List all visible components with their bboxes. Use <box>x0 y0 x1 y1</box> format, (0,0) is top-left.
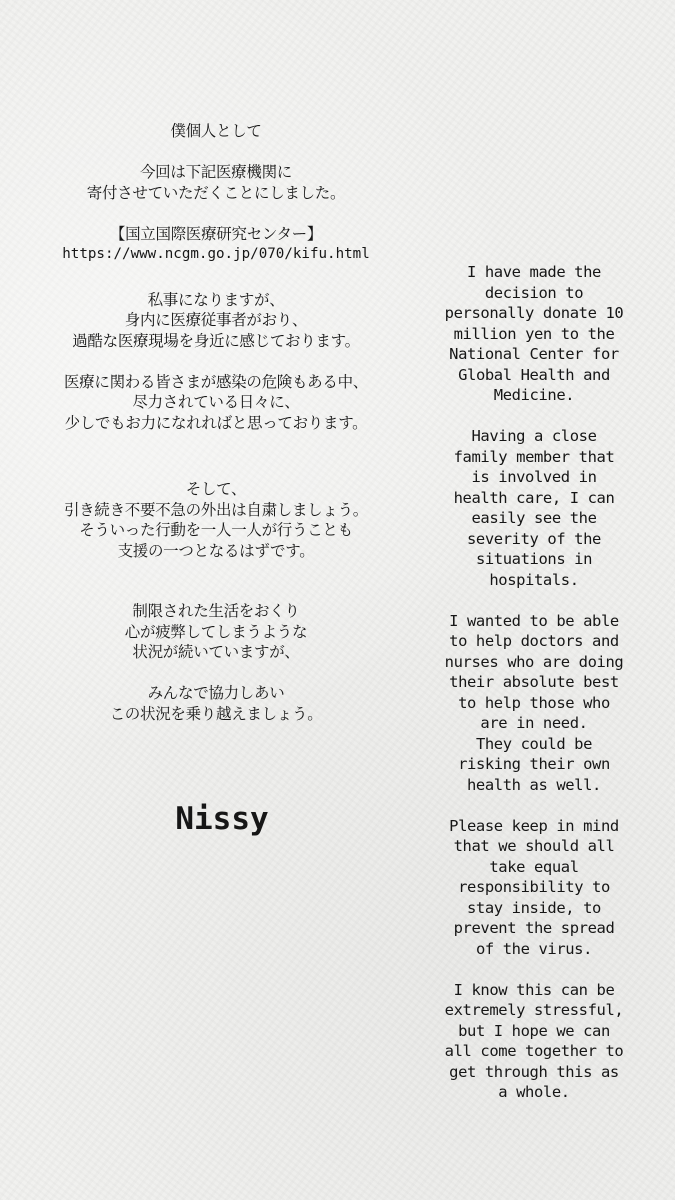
donation-line: 今回は下記医療機関に <box>139 163 292 181</box>
english-line: They could be <box>475 734 593 753</box>
english-line: I have made the <box>467 263 601 281</box>
english-line: Global Health and <box>458 365 610 384</box>
english-line: situations in <box>475 550 593 568</box>
english-line: their absolute best <box>449 673 619 691</box>
english-paragraph <box>408 980 660 1103</box>
family-block <box>0 290 432 352</box>
english-line: all come together to <box>444 1042 624 1060</box>
hardship-line: 状況が続いていますが、 <box>132 643 300 661</box>
english-paragraph <box>408 262 660 406</box>
english-line: to help doctors and <box>449 632 619 650</box>
english-line: million yen to the <box>453 324 615 343</box>
english-line: prevent the spread <box>453 919 615 937</box>
request-line: 支援の一つとなるはずです。 <box>117 541 315 560</box>
organization-block <box>0 224 432 265</box>
english-line: but I hope we can <box>458 1021 610 1040</box>
donation-block <box>0 162 432 203</box>
hardship-line: 心が疲弊してしまうような <box>124 622 308 641</box>
greeting-block <box>0 121 432 142</box>
request-block <box>0 479 432 561</box>
greeting-line: 僕個人として <box>170 122 262 140</box>
english-paragraph <box>408 611 660 796</box>
english-message <box>408 262 660 1123</box>
english-line: risking their own <box>458 755 610 773</box>
english-line: Medicine. <box>493 386 575 404</box>
support-line: 尽力されている日々に、 <box>132 393 300 411</box>
english-line: get through this as <box>449 1062 619 1081</box>
request-line: そういった行動を一人一人が行うことも <box>79 521 353 539</box>
english-line: severity of the <box>467 529 601 548</box>
donation-url: https://www.ncgm.go.jp/070/kifu.html <box>62 246 370 262</box>
english-line: Having a close <box>471 427 597 445</box>
support-block <box>0 372 432 434</box>
english-line: easily see the <box>471 509 597 527</box>
english-line: extremely stressful, <box>444 1001 624 1019</box>
donation-line: 寄付させていただくことにしました。 <box>86 183 346 202</box>
english-line: National Center for <box>449 345 619 363</box>
english-line: stay inside, to <box>467 898 601 917</box>
english-line: responsibility to <box>458 878 610 896</box>
signature: Nissy <box>175 801 269 837</box>
support-line: 少しでもお力になれればと思っております。 <box>64 413 368 432</box>
english-line: health as well. <box>467 775 601 794</box>
hardship-line: 制限された生活をおくり <box>132 602 300 620</box>
family-line: 身内に医療従事者がおり、 <box>124 311 308 329</box>
english-line: a whole. <box>498 1083 570 1101</box>
family-line: 過酷な医療現場を身近に感じております。 <box>72 331 360 350</box>
closing-line: この状況を乗り越えましょう。 <box>109 704 323 723</box>
english-paragraph <box>408 426 660 590</box>
english-line: I wanted to be able <box>449 611 619 630</box>
english-line: nurses who are doing <box>444 652 624 671</box>
request-line: そして、 <box>185 480 247 498</box>
english-line: family member that <box>453 447 615 466</box>
english-line: health care, I can <box>453 488 615 507</box>
organization-name: 【国立国際医療研究センター】 <box>109 224 323 243</box>
english-line: hospitals. <box>489 570 579 589</box>
english-line: I know this can be <box>453 980 615 999</box>
family-line: 私事になりますが、 <box>147 290 285 309</box>
english-line: decision to <box>484 283 584 302</box>
request-line: 引き続き不要不急の外出は自粛しましょう。 <box>63 500 368 519</box>
english-line: Please keep in mind <box>449 816 619 835</box>
english-line: to help those who <box>458 693 610 712</box>
english-line: are in need. <box>480 714 588 732</box>
closing-line: みんなで協力しあい <box>147 684 285 702</box>
english-line: of the virus. <box>475 939 593 958</box>
english-line: personally donate 10 <box>444 304 624 322</box>
hardship-block <box>0 601 432 663</box>
support-line: 医療に関わる皆さまが感染の危険もある中、 <box>63 372 368 391</box>
english-line: that we should all <box>453 837 615 855</box>
japanese-message <box>0 121 432 724</box>
english-paragraph <box>408 816 660 960</box>
closing-block <box>0 683 432 724</box>
english-line: is involved in <box>471 468 597 486</box>
english-line: take equal <box>489 857 579 876</box>
